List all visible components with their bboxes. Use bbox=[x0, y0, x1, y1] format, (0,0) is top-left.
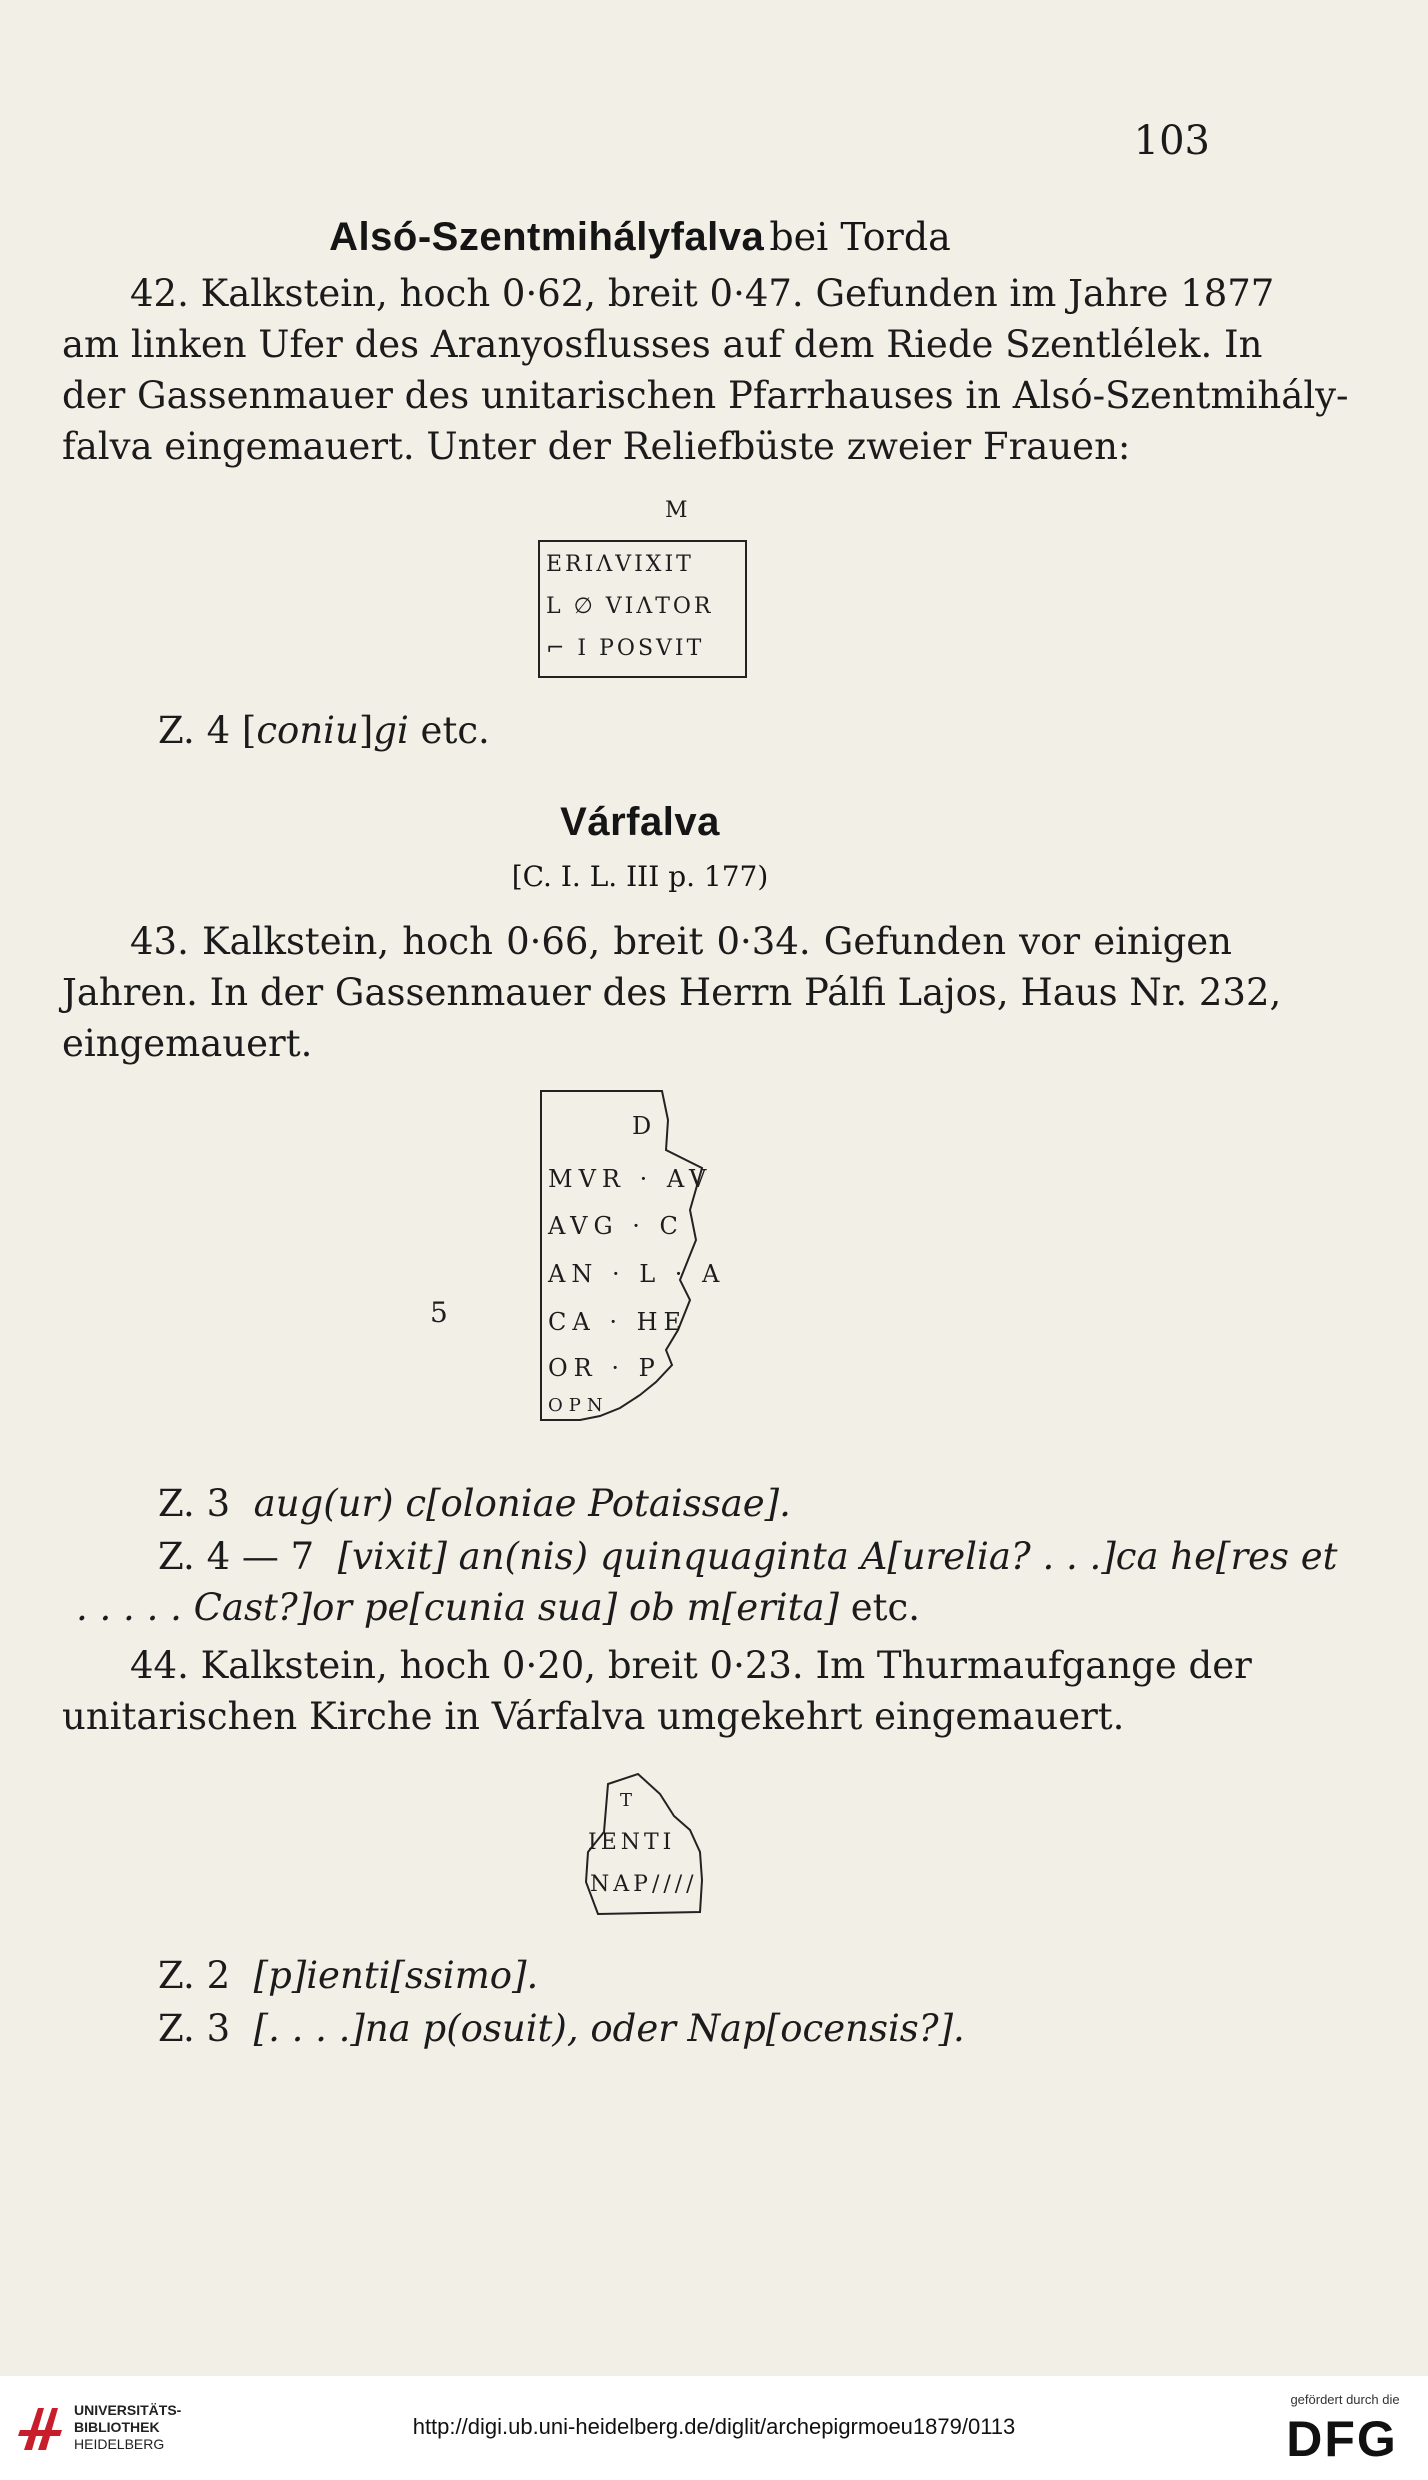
text-line: der Gassenmauer des unitarischen Pfarrhauses in Alsó-Szentmihály- bbox=[62, 374, 1349, 417]
text-line: 43. Kalkstein, hoch 0·66, breit 0·34. Gefunden vor einigen bbox=[130, 920, 1232, 963]
inscription-line: OPN bbox=[548, 1395, 609, 1416]
inscription-42-box bbox=[538, 540, 747, 678]
inscription-44-fragment bbox=[578, 1772, 708, 1922]
inscription-line: MVR · AV bbox=[548, 1165, 713, 1193]
text-line: am linken Ufer des Aranyosflusses auf dem Riede Szentlélek. In bbox=[62, 323, 1263, 366]
section-heading-also-szentmihalyfalva bbox=[60, 215, 1220, 260]
page-url-link[interactable]: http://digi.ub.uni-heidelberg.de/diglit/archepigrmoeu1879/0113 bbox=[412, 2414, 1016, 2439]
inscription-line: L ∅ VIΛTOR bbox=[546, 594, 714, 619]
funding-caption: gefördert durch die bbox=[1290, 2392, 1400, 2407]
inscription-line: D bbox=[632, 1112, 658, 1140]
dfg-logo: DFG bbox=[1286, 2411, 1398, 2467]
section-heading-varfalva bbox=[60, 800, 1220, 845]
note-z4-7: Z. 4 — 7 [vixit] an(nis) quinquaginta A[urelia? . . .]ca he[res et bbox=[158, 1535, 1338, 1578]
inscription-line: CA · HE bbox=[548, 1308, 688, 1336]
library-name: UNIVERSITÄTS- BIBLIOTHEK HEIDELBERG bbox=[74, 2402, 182, 2452]
section-title-sans: Alsó-Szentmihályfalva bbox=[329, 215, 765, 259]
inscription-line: IENTI bbox=[588, 1830, 676, 1855]
text-line: falva eingemauert. Unter der Reliefbüste zweier Frauen: bbox=[62, 425, 1131, 468]
inscription-line: ERIΛVIXIT bbox=[546, 552, 694, 577]
paragraph-43 bbox=[62, 916, 1282, 1069]
notes-43 bbox=[62, 1478, 1338, 1633]
inscription-line: NAP//// bbox=[590, 1872, 698, 1897]
page-number: 103 bbox=[1133, 118, 1210, 164]
note-42-z4: Z. 4 [coniu]gi etc. bbox=[158, 709, 490, 752]
text-line: 44. Kalkstein, hoch 0·20, breit 0·23. Im Thurmaufgange der bbox=[130, 1644, 1252, 1687]
text-line: eingemauert. bbox=[62, 1022, 313, 1065]
paragraph-44 bbox=[62, 1640, 1252, 1742]
text-line: unitarischen Kirche in Várfalva umgekehrt eingemauert. bbox=[62, 1695, 1125, 1738]
inscription-line: OR · P bbox=[548, 1354, 661, 1382]
text-line: Jahren. In der Gassenmauer des Herrn Pálfi Lajos, Haus Nr. 232, bbox=[62, 971, 1282, 1014]
note-z2: Z. 2 [p]ienti[ssimo]. bbox=[158, 1954, 539, 1997]
note-z3: Z. 3 aug(ur) c[oloniae Potaissae]. bbox=[158, 1482, 791, 1525]
inscription-43-fragment bbox=[540, 1090, 726, 1420]
inscription-42-top-letter: M bbox=[665, 498, 688, 523]
inscription-line: T bbox=[620, 1790, 637, 1811]
section-title-serif: bei Torda bbox=[769, 215, 951, 259]
text-line: 42. Kalkstein, hoch 0·62, breit 0·47. Gefunden im Jahre 1877 bbox=[130, 272, 1275, 315]
paragraph-42 bbox=[62, 268, 1349, 472]
inscription-line: ⌐ I POSVIT bbox=[546, 636, 705, 661]
note-z3: Z. 3 [. . . .]na p(osuit), oder Nap[ocensis?]. bbox=[158, 2007, 965, 2050]
notes-44 bbox=[62, 1950, 1232, 2054]
inscription-line-number: 5 bbox=[430, 1296, 448, 1329]
section-title-varfalva: Várfalva bbox=[560, 800, 720, 844]
inscription-line: AVG · C bbox=[548, 1212, 684, 1240]
note-z4-7-cont: . . . . . Cast?]or pe[cunia sua] ob m[erita] etc. bbox=[76, 1586, 920, 1629]
cil-reference: [C. I. L. III p. 177) bbox=[511, 860, 769, 893]
inscription-line: AN · L · A bbox=[548, 1260, 726, 1288]
